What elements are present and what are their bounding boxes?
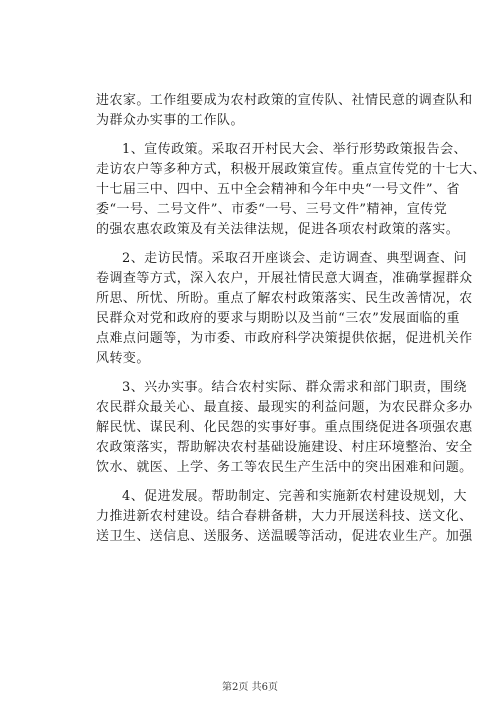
text-line: 进农家。工作组要成为农村政策的宣传队、社情民意的调查队和	[96, 93, 473, 108]
text-line: 饮水、就医、上学、务工等农民生产生活中的突出困难和问题。	[96, 460, 473, 475]
text-line: 点难点问题等，为市委、市政府科学决策提供依据，促进机关作	[96, 331, 473, 346]
paragraph-publicize-policy	[96, 140, 487, 240]
paragraph-intro-continuation	[96, 91, 473, 131]
text-line: 2、走访民情。采取召开座谈会、走访调查、典型调查、问	[122, 251, 467, 266]
text-line: 风转变。	[96, 351, 150, 366]
text-line: 所思、所忧、所盼。重点了解农村政策落实、民生改善情况，农	[96, 291, 473, 306]
paragraph-visit-public	[96, 249, 473, 369]
text-line: 4、促进发展。帮助制定、完善和实施新农村建设规划，大	[122, 489, 467, 504]
text-line: 3、兴办实事。结合农村实际、群众需求和部门职责，围绕	[122, 380, 467, 395]
text-line: 委“一号、二号文件”、市委“一号、三号文件”精神，宣传党	[96, 202, 448, 217]
text-line: 走访农户等多种方式，积极开展政策宣传。重点宣传党的十七大、	[96, 162, 487, 177]
text-line: 解民忧、谋民利、化民怨的实事好事。重点围绕促进各项强农惠	[96, 420, 473, 435]
text-line: 力推进新农村建设。结合春耕备耕，大力开展送科技、送文化、	[96, 509, 473, 524]
text-line: 农民群众最关心、最直接、最现实的利益问题，为农民群众多办	[96, 400, 473, 415]
text-line: 为群众办实事的工作队。	[96, 113, 244, 128]
text-line: 农政策落实，帮助解决农村基础设施建设、村庄环境整治、安全	[96, 440, 473, 455]
document-body	[96, 91, 487, 556]
paragraph-promote-development	[96, 487, 473, 547]
paragraph-practical-matters	[96, 378, 473, 478]
text-line: 卷调查等方式，深入农户，开展社情民意大调查，准确掌握群众	[96, 271, 473, 286]
text-line: 的强农惠农政策及有关法律法规，促进各项农村政策的落实。	[96, 222, 460, 237]
page-number-footer: 第2页 共6页	[222, 682, 278, 693]
text-line: 送卫生、送信息、送服务、送温暖等活动，促进农业生产。加强	[96, 529, 473, 544]
text-line: 1、宣传政策。采取召开村民大会、举行形势政策报告会、	[122, 142, 467, 157]
text-line: 民群众对党和政府的要求与期盼以及当前“三农”发展面临的重	[96, 311, 460, 326]
text-line: 十七届三中、四中、五中全会精神和今年中央“一号文件”、省	[96, 182, 460, 197]
